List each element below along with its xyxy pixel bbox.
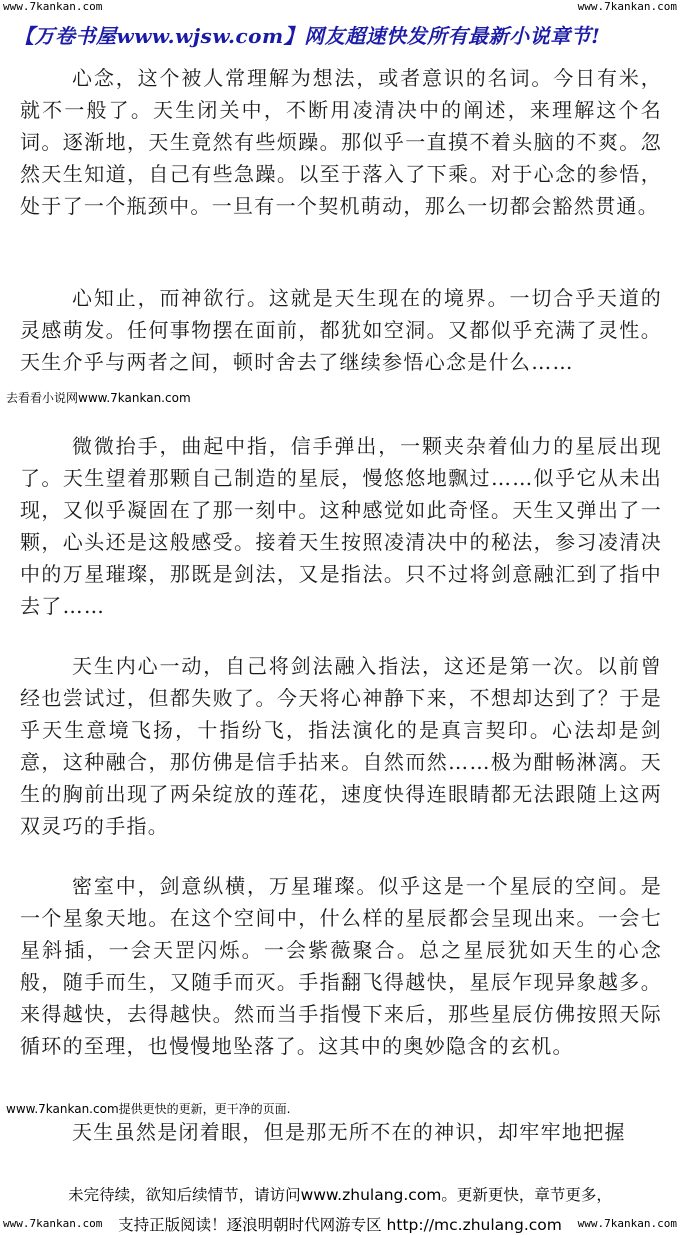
paragraph-6: 天生虽然是闭着眼，但是那无所不在的神识，却牢牢地把握 bbox=[72, 1120, 626, 1144]
paragraph-5: 密室中，剑意纵横，万星璀璨。似乎这是一个星辰的空间。是一个星象天地。在这个空间中，什么样的星辰都会呈现出来。一会七星斜插，一会天罡闪烁。一会紫薇聚合。总之星辰犹如天生的心念般，随手而生，又随手而灭。手指翻飞得越快，星辰乍现异象越多。来得越快，去得越快。然而当手指慢下来后，那些星辰仿佛按照天际循环的至理，也慢慢地坠落了。这其中的奥妙隐含的玄机。 bbox=[20, 874, 662, 1058]
watermark-top-right: www.7kankan.com bbox=[577, 0, 677, 13]
paragraph-2: 心知止，而神欲行。这就是天生现在的境界。一切合乎天道的灵感萌发。任何事物摆在面前，都犹如空洞。又都似乎充满了灵性。天生介乎与两者之间，顿时舍去了继续参悟心念是什么…… bbox=[20, 286, 662, 374]
watermark-top-left: www.7kankan.com bbox=[3, 0, 103, 13]
footer-continue-notice: 未完待续，欲知后续情节，请访问www.zhulang.com。更新更快，章节更多， bbox=[68, 1186, 612, 1204]
watermark-bottom-right: www.7kankan.com bbox=[577, 1217, 677, 1230]
site-note-2: www.7kankan.com提供更快的更新，更干净的页面. bbox=[6, 1102, 291, 1116]
site-banner: 【万卷书屋www.wjsw.com】网友超速快发所有最新小说章节! bbox=[14, 24, 601, 48]
watermark-bottom-left: www.7kankan.com bbox=[3, 1217, 103, 1230]
paragraph-4: 天生内心一动，自己将剑法融入指法，这还是第一次。以前曾经也尝试过，但都失败了。今天将心神静下来，不想却达到了？于是乎天生意境飞扬，十指纷飞，指法演化的是真言契印。心法却是剑意，这种融合，那仿佛是信手拈来。自然而然……极为酣畅淋漓。天生的胸前出现了两朵绽放的莲花，速度快得连眼睛都无法跟随上这两双灵巧的手指。 bbox=[20, 654, 662, 838]
paragraph-3: 微微抬手，曲起中指，信手弹出，一颗夹杂着仙力的星辰出现了。天生望着那颗自己制造的星辰，慢悠悠地飘过……似乎它从未出现，又似乎凝固在了那一刻中。这种感觉如此奇怪。天生又弹出了一颗，心头还是这般感受。接着天生按照凌清决中的秘法，参习凌清决中的万星璀璨，那既是剑法，又是指法。只不过将剑意融汇到了指中去了…… bbox=[20, 434, 662, 618]
footer-support-link[interactable]: 支持正版阅读！逐浪明朝时代网游专区 http://mc.zhulang.com bbox=[118, 1216, 562, 1234]
paragraph-1: 心念，这个被人常理解为想法，或者意识的名词。今日有米，就不一般了。天生闭关中，不断用凌清决中的阐述，来理解这个名词。逐渐地，天生竟然有些烦躁。那似乎一直摸不着头脑的不爽。忽然天生知道，自己有些急躁。以至于落入了下乘。对于心念的参悟，处于了一个瓶颈中。一旦有一个契机萌动，那么一切都会豁然贯通。 bbox=[20, 66, 662, 218]
site-note-1: 去看看小说网www.7kankan.com bbox=[6, 391, 191, 405]
